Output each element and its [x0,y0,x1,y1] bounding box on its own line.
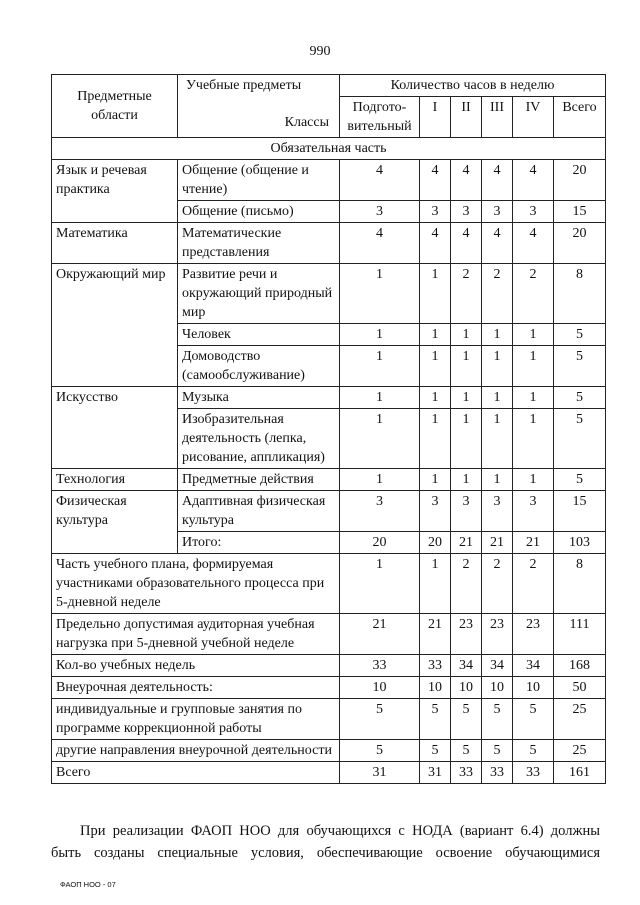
hours-cell: 3 [482,491,513,532]
hours-cell: 1 [451,324,482,346]
hours-cell: 5 [554,409,606,469]
header-classes: Классы [284,115,329,130]
subject-cell: Итого: [178,532,340,554]
hours-cell: 21 [513,532,554,554]
hours-cell: 10 [420,677,451,699]
summary-label: другие направления внеурочной деятельности [52,740,340,762]
hours-cell: 8 [554,554,606,614]
hours-cell: 10 [482,677,513,699]
subject-cell: Домоводство (самообслуживание) [178,346,340,387]
hours-cell: 1 [420,264,451,324]
hours-cell: 3 [482,201,513,223]
hours-cell: 10 [513,677,554,699]
hours-cell: 20 [554,223,606,264]
area-cell: Окружающий мир [52,264,178,387]
hours-cell: 4 [513,160,554,201]
hours-cell: 33 [513,762,554,784]
summary-row [52,699,606,740]
hours-cell: 34 [451,655,482,677]
hours-cell: 4 [340,160,420,201]
subject-cell: Адаптивная физическая культура [178,491,340,532]
hours-cell: 1 [420,387,451,409]
hours-cell: 3 [513,201,554,223]
footer-label: ФАОП НОО - 07 [60,880,116,889]
summary-row [52,740,606,762]
hours-cell: 1 [482,387,513,409]
hours-cell: 3 [420,491,451,532]
hours-cell: 3 [340,201,420,223]
hours-cell: 4 [513,223,554,264]
hours-cell: 1 [340,264,420,324]
hours-cell: 34 [482,655,513,677]
hours-cell: 4 [482,223,513,264]
summary-row [52,762,606,784]
summary-label: Предельно допустимая аудиторная учебная нагрузка при 5-дневной учебной неделе [52,614,340,655]
hours-cell: 1 [513,324,554,346]
subject-cell: Развитие речи и окружающий природный мир [178,264,340,324]
hours-cell: 10 [451,677,482,699]
hours-cell: 15 [554,491,606,532]
subject-cell: Математические представления [178,223,340,264]
header-areas: Предметные области [52,75,178,138]
subject-cell: Музыка [178,387,340,409]
hours-cell: 5 [451,699,482,740]
hours-cell: 20 [420,532,451,554]
table-row [52,264,606,324]
hours-cell: 5 [451,740,482,762]
summary-label: Часть учебного плана, формируемая участниками образовательного процесса при 5-дневной неделе [52,554,340,614]
subject-cell: Общение (письмо) [178,201,340,223]
hours-cell: 33 [451,762,482,784]
summary-label: Кол-во учебных недель [52,655,340,677]
hours-cell: 1 [451,387,482,409]
hours-cell: 1 [513,469,554,491]
hours-cell: 25 [554,740,606,762]
header-col-1: I [420,97,451,138]
hours-cell: 31 [420,762,451,784]
hours-cell: 1 [420,469,451,491]
hours-cell: 33 [482,762,513,784]
hours-cell: 2 [482,554,513,614]
summary-row [52,554,606,614]
hours-cell: 1 [482,324,513,346]
hours-cell: 5 [554,346,606,387]
hours-cell: 4 [340,223,420,264]
hours-cell: 1 [420,409,451,469]
area-cell: Математика [52,223,178,264]
header-col-prep: Подгото-вительный [340,97,420,138]
hours-cell: 1 [513,387,554,409]
hours-cell: 5 [513,699,554,740]
hours-cell: 2 [482,264,513,324]
hours-cell: 111 [554,614,606,655]
hours-cell: 20 [340,532,420,554]
summary-label: Внеурочная деятельность: [52,677,340,699]
subject-cell: Предметные действия [178,469,340,491]
hours-cell: 1 [482,409,513,469]
hours-cell: 5 [482,699,513,740]
hours-cell: 3 [451,491,482,532]
header-col-total: Всего [554,97,606,138]
table-row [52,491,606,532]
summary-label: индивидуальные и групповые занятия по программе коррекционной работы [52,699,340,740]
hours-cell: 1 [482,346,513,387]
header-subjects: Учебные предметы [186,78,302,93]
hours-cell: 1 [420,346,451,387]
hours-cell: 1 [340,387,420,409]
hours-cell: 33 [340,655,420,677]
table-row [52,160,606,201]
hours-cell: 5 [420,740,451,762]
header-subjects-cell [178,75,340,138]
summary-row [52,614,606,655]
table-row [52,223,606,264]
area-cell: Язык и речевая практика [52,160,178,223]
hours-cell: 23 [482,614,513,655]
hours-cell: 1 [340,469,420,491]
hours-cell: 1 [340,409,420,469]
hours-cell: 21 [482,532,513,554]
hours-cell: 31 [340,762,420,784]
subject-cell: Изобразительная деятельность (лепка, рисование, аппликация) [178,409,340,469]
area-cell: Физическая культура [52,491,178,554]
subject-cell: Человек [178,324,340,346]
curriculum-table [51,74,606,784]
summary-row [52,655,606,677]
table-row [52,387,606,409]
hours-cell: 5 [554,387,606,409]
hours-cell: 1 [482,469,513,491]
header-hours: Количество часов в неделю [340,75,606,97]
hours-cell: 1 [451,469,482,491]
hours-cell: 20 [554,160,606,201]
hours-cell: 1 [513,409,554,469]
paragraph-line-2: быть созданы специальные условия, обеспечивающие освоение обучающимися [51,845,600,861]
area-cell: Технология [52,469,178,491]
hours-cell: 1 [420,554,451,614]
header-col-2: II [451,97,482,138]
hours-cell: 1 [451,346,482,387]
area-cell: Искусство [52,387,178,469]
hours-cell: 4 [420,160,451,201]
hours-cell: 168 [554,655,606,677]
hours-cell: 4 [451,223,482,264]
hours-cell: 2 [513,554,554,614]
hours-cell: 3 [420,201,451,223]
hours-cell: 1 [340,554,420,614]
hours-cell: 34 [513,655,554,677]
paragraph-line-1: При реализации ФАОП НОО для обучающихся с НОДА (вариант 6.4) должны [80,823,600,839]
hours-cell: 23 [451,614,482,655]
section-title: Обязательная часть [52,138,606,160]
hours-cell: 103 [554,532,606,554]
hours-cell: 1 [340,324,420,346]
header-col-4: IV [513,97,554,138]
hours-cell: 1 [420,324,451,346]
hours-cell: 3 [513,491,554,532]
hours-cell: 33 [420,655,451,677]
hours-cell: 10 [340,677,420,699]
hours-cell: 8 [554,264,606,324]
hours-cell: 25 [554,699,606,740]
hours-cell: 21 [420,614,451,655]
hours-cell: 50 [554,677,606,699]
summary-row [52,677,606,699]
hours-cell: 3 [451,201,482,223]
hours-cell: 5 [482,740,513,762]
hours-cell: 2 [513,264,554,324]
hours-cell: 4 [420,223,451,264]
hours-cell: 5 [340,699,420,740]
hours-cell: 5 [513,740,554,762]
hours-cell: 2 [451,264,482,324]
hours-cell: 4 [451,160,482,201]
hours-cell: 2 [451,554,482,614]
hours-cell: 21 [340,614,420,655]
hours-cell: 161 [554,762,606,784]
hours-cell: 5 [420,699,451,740]
hours-cell: 15 [554,201,606,223]
subject-cell: Общение (общение и чтение) [178,160,340,201]
hours-cell: 1 [451,409,482,469]
hours-cell: 1 [340,346,420,387]
hours-cell: 1 [513,346,554,387]
hours-cell: 5 [554,324,606,346]
hours-cell: 21 [451,532,482,554]
header-col-3: III [482,97,513,138]
hours-cell: 3 [340,491,420,532]
table-row [52,469,606,491]
summary-label: Всего [52,762,340,784]
page-number: 990 [309,44,331,59]
hours-cell: 23 [513,614,554,655]
hours-cell: 5 [340,740,420,762]
hours-cell: 4 [482,160,513,201]
hours-cell: 5 [554,469,606,491]
